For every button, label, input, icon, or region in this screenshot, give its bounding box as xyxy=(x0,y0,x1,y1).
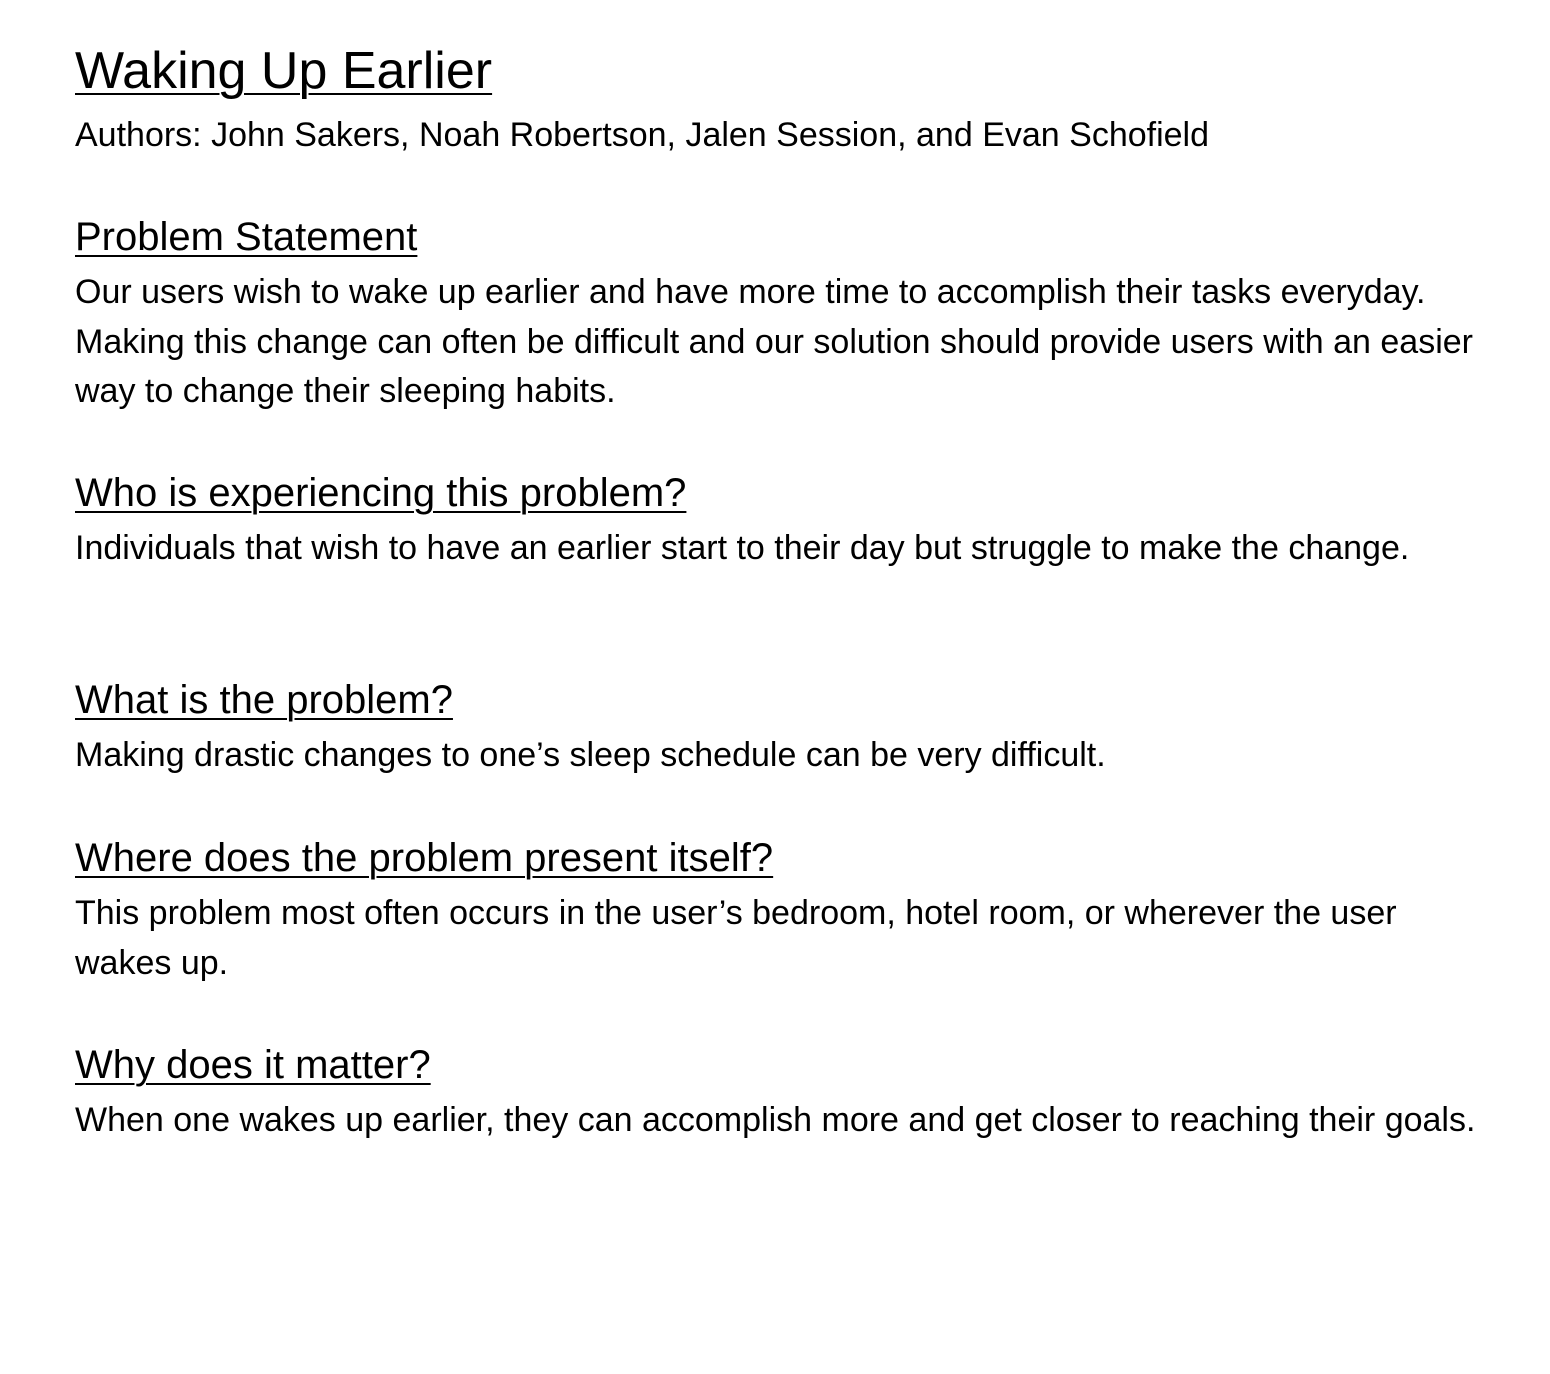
section-heading-why: Why does it matter? xyxy=(75,1043,431,1087)
section-heading-problem-statement: Problem Statement xyxy=(75,215,418,259)
document-title: Waking Up Earlier xyxy=(75,42,493,100)
section-heading-what: What is the problem? xyxy=(75,678,453,722)
section-body-problem-statement: Our users wish to wake up earlier and have more time to accomplish their tasks everyday. Making this change can often be difficult and our solution should provide users with an easier way to change their sleeping habits. xyxy=(75,273,1474,410)
section-body-what: Making drastic changes to one’s sleep schedule can be very difficult. xyxy=(75,736,1106,774)
section-body-who: Individuals that wish to have an earlier start to their day but struggle to make the change. xyxy=(75,529,1410,567)
section-heading-who: Who is experiencing this problem? xyxy=(75,471,687,515)
section-body-where: This problem most often occurs in the user’s bedroom, hotel room, or wherever the user wakes up. xyxy=(75,894,1397,982)
authors-line: Authors: John Sakers, Noah Robertson, Jalen Session, and Evan Schofield xyxy=(75,116,1210,154)
section-heading-where: Where does the problem present itself? xyxy=(75,836,774,880)
section-body-why: When one wakes up earlier, they can accomplish more and get closer to reaching their goals. xyxy=(75,1101,1476,1139)
